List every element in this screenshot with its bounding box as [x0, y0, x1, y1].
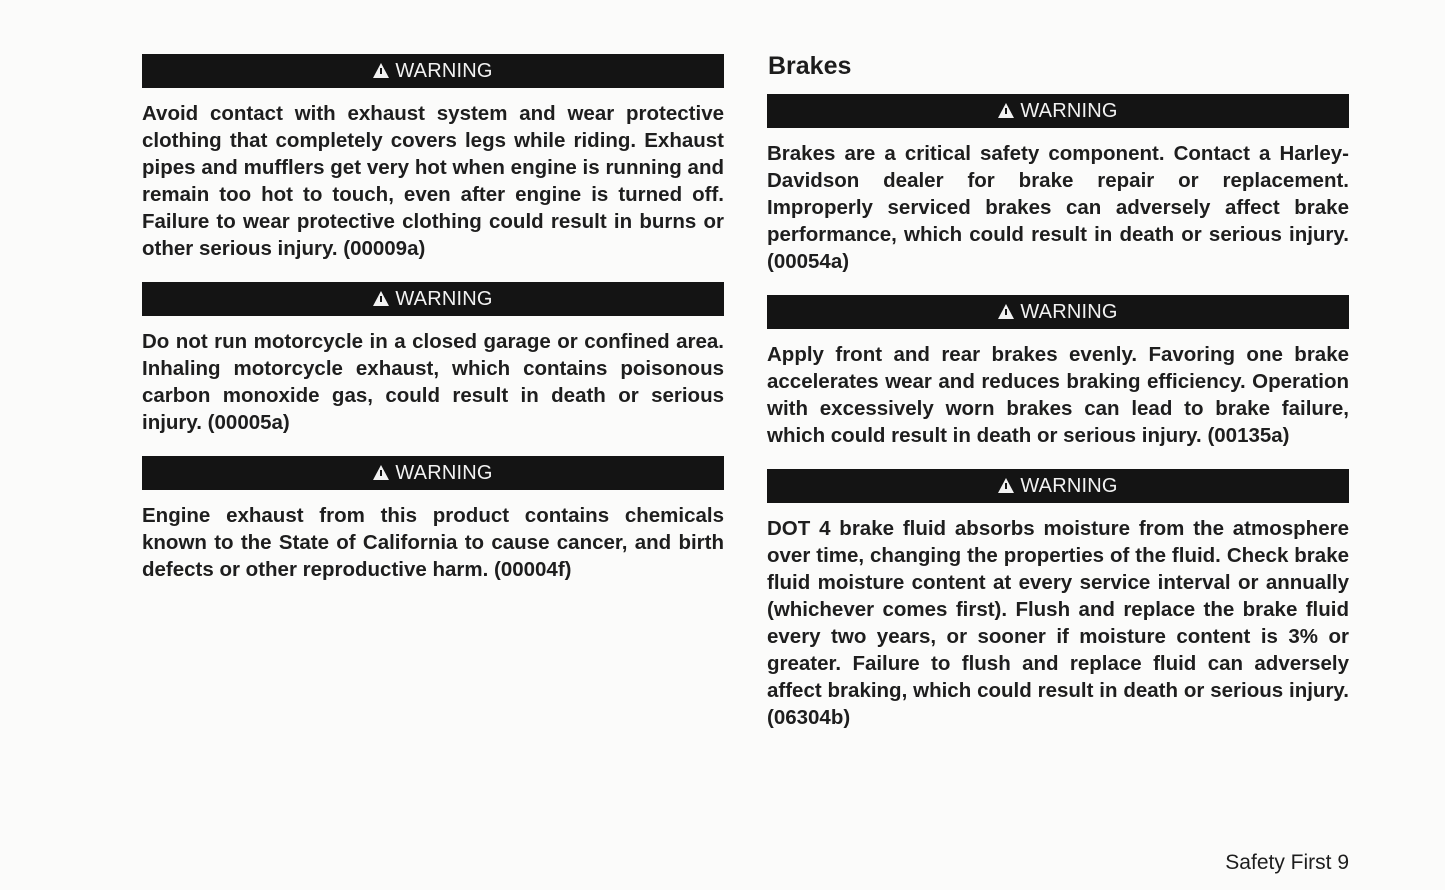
warning-header [767, 295, 1349, 329]
warning-block-carbon-monoxide [142, 282, 724, 436]
warning-label: WARNING [395, 287, 493, 310]
right-column [767, 48, 1349, 751]
warning-label: WARNING [395, 59, 493, 82]
warning-triangle-icon [998, 304, 1014, 319]
warning-block-apply-brakes-evenly [767, 295, 1349, 449]
warning-block-brake-fluid [767, 469, 1349, 731]
warning-header [767, 469, 1349, 503]
warning-text: DOT 4 brake fluid absorbs moisture from the atmosphere over time, changing the properties of the fluid. Check brake fluid moisture content at every service interval or annually (whichever comes first). Flush and replace the brake fluid every two years, or sooner if moisture content is 3% or greater. Failure to flush and replace fluid can adversely affect braking, which could result in death or serious injury. (06304b) [767, 517, 1349, 729]
warning-header [142, 456, 724, 490]
warning-label: WARNING [1020, 99, 1118, 122]
warning-header [142, 54, 724, 88]
warning-header [767, 94, 1349, 128]
warning-text: Brakes are a critical safety component. Contact a Harley-Davidson dealer for brake repair or replacement. Improperly serviced brakes can adversely affect brake performance, which could result in death or serious injury. (00054a) [767, 142, 1349, 273]
warning-text: Do not run motorcycle in a closed garage or confined area. Inhaling motorcycle exhaust, which contains poisonous carbon monoxide gas, could result in death or serious injury. (00005a) [142, 330, 724, 434]
warning-text: Engine exhaust from this product contains chemicals known to the State of California to cause cancer, and birth defects or other reproductive harm. (00004f) [142, 504, 724, 581]
warning-triangle-icon [373, 465, 389, 480]
warning-block-california-chemicals [142, 456, 724, 583]
left-column [142, 54, 724, 603]
page-footer: Safety First 9 [1225, 851, 1349, 874]
warning-triangle-icon [373, 63, 389, 78]
warning-header [142, 282, 724, 316]
warning-triangle-icon [373, 291, 389, 306]
warning-label: WARNING [395, 461, 493, 484]
warning-label: WARNING [1020, 300, 1118, 323]
warning-text: Apply front and rear brakes evenly. Favoring one brake accelerates wear and reduces braking efficiency. Operation with excessively worn brakes can lead to brake failure, which could result in death or serious injury. (00135a) [767, 343, 1349, 447]
warning-block-exhaust-contact [142, 54, 724, 262]
warning-triangle-icon [998, 103, 1014, 118]
section-title-brakes: Brakes [768, 52, 852, 80]
warning-label: WARNING [1020, 474, 1118, 497]
warning-text: Avoid contact with exhaust system and wear protective clothing that completely covers legs while riding. Exhaust pipes and mufflers get very hot when engine is running and remain too hot to touch, even after engine is turned off. Failure to wear protective clothing could result in burns or other serious injury. (00009a) [142, 102, 724, 260]
warning-triangle-icon [998, 478, 1014, 493]
warning-block-brake-service [767, 94, 1349, 275]
